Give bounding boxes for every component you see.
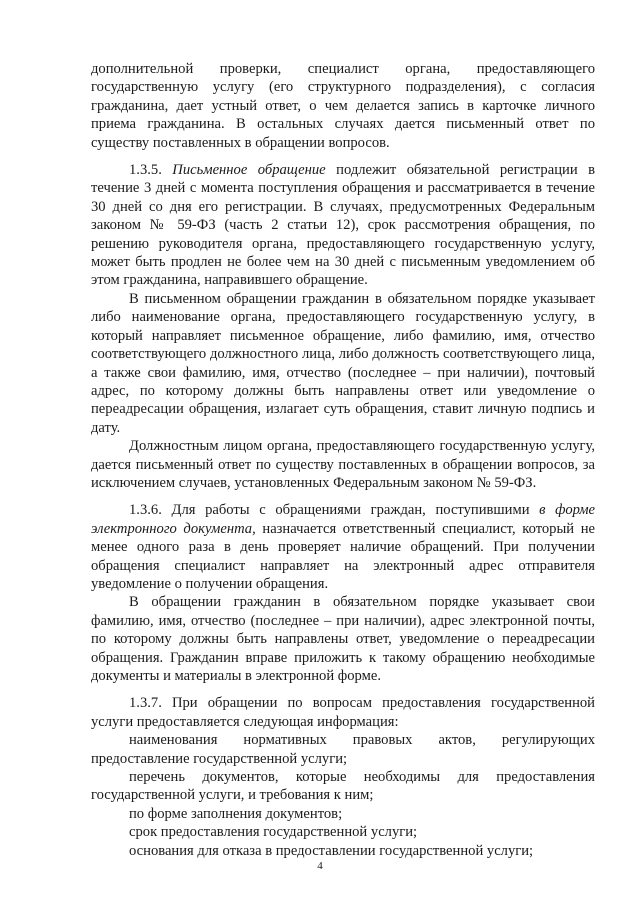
- list-item: [91, 842, 595, 860]
- list-item: [91, 805, 595, 823]
- paragraph-continuation: [91, 60, 595, 152]
- paragraph-text-end: , назначается ответственный специалист, который не менее одного раза в день проверяет наличие обращений. При получении обращения специалист направляет на электронный адрес отправителя уведомление о получении обращения.: [91, 520, 595, 592]
- paragraph-text-end: подлежит обязательной регистрации в течение 3 дней с момента поступления обращения и рассматривается в течение 30 дней со дня его регистрации. В случаях, предусмотренных Федеральным законом № 59-ФЗ (часть 2 статьи 12), срок рассмотрения обращения, по решению руководителя органа, предоставляющего государственную услугу, может быть продлен не более чем на 30 дней с письменным уведомлением об этом гражданина, направившего обращение.: [91, 162, 595, 289]
- paragraph-1-3-7: [91, 694, 595, 731]
- paragraph-text: В письменном обращении гражданин в обязательном порядке указывает либо наименование органа, предоставляющего государственную услугу, в который направляет письменное обращение, либо фамилию, имя, отчество соответствующего должностного лица, либо должность соответствующего лица, а также свои фамилию, имя, отчество (последнее – при наличии), почтовый адрес, по которому должны быть направлены ответ или уведомление о переадресации обращения, излагает суть обращения, ставит личную подпись и дату.: [91, 290, 595, 436]
- list-item: [91, 823, 595, 841]
- list-item-text: основания для отказа в предоставлении государственной услуги;: [129, 842, 534, 859]
- italic-term-written-appeal: Письменное обращение: [172, 162, 326, 179]
- paragraph-electronic-appeal-requirements: [91, 593, 595, 685]
- list-item: [91, 731, 595, 768]
- paragraph-text: дополнительной проверки, специалист органа, предоставляющего государственную услугу (его структурного подразделения), с согласия гражданина, дает устный ответ, о чем делается запись в карточке личного приема гражданина. В остальных случаях дается письменный ответ по существу поставленных в обращении вопросов.: [91, 61, 595, 151]
- list-item-text: по форме заполнения документов;: [129, 805, 343, 822]
- paragraph-text-start: 1.3.6. Для работы с обращениями граждан, поступившими: [129, 502, 540, 519]
- italic-term-electronic-document: в форме электронного документа: [91, 502, 595, 537]
- paragraph-written-answer: [91, 437, 595, 492]
- document-body: [91, 60, 595, 860]
- list-item-text: срок предоставления государственной услуги;: [129, 824, 418, 841]
- paragraph-text: 1.3.7. При обращении по вопросам предоставления государственной услуги предоставляется следующая информация:: [91, 695, 595, 730]
- paragraph-1-3-6: [91, 501, 595, 593]
- list-item-text: перечень документов, которые необходимы для предоставления государственной услуги, и требования к ним;: [91, 769, 595, 804]
- paragraph-written-appeal-requirements: [91, 290, 595, 437]
- list-item: [91, 768, 595, 805]
- paragraph-text-start: 1.3.5.: [129, 162, 173, 179]
- paragraph-text: Должностным лицом органа, предоставляющего государственную услугу, дается письменный ответ по существу поставленных в обращении вопросов, за исключением случаев, установленных Федеральным законом № 59-ФЗ.: [91, 438, 595, 491]
- paragraph-text: В обращении гражданин в обязательном порядке указывает свои фамилию, имя, отчество (последнее – при наличии), адрес электронной почты, по которому должны быть направлены ответ, уведомление о переадресации обращения. Гражданин вправе приложить к такому обращению необходимые документы и материалы в электронной форме.: [91, 594, 595, 684]
- paragraph-1-3-5: [91, 161, 595, 290]
- page-number: 4: [317, 860, 323, 872]
- list-item-text: наименования нормативных правовых актов, регулирующих предоставление государственной услуги;: [91, 732, 595, 767]
